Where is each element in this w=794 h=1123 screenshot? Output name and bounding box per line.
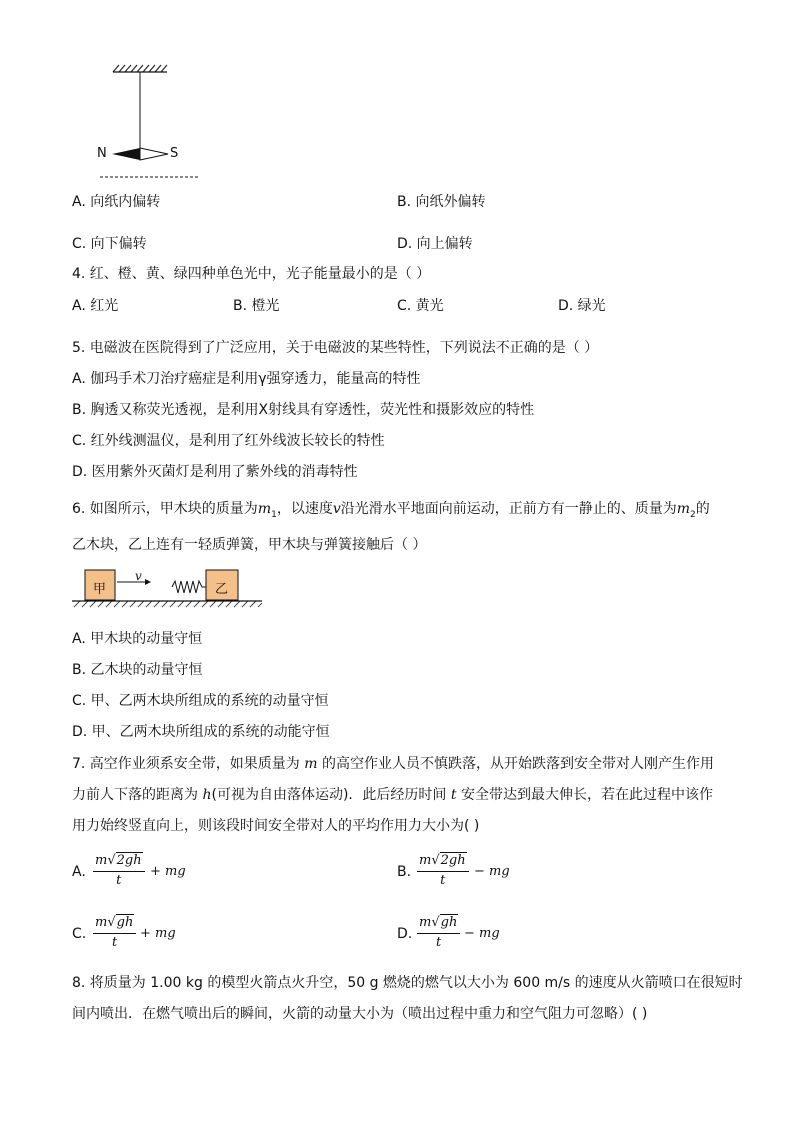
q6-option-b: B. 乙木块的动量守恒 xyxy=(72,662,203,678)
q4-option-d: D. 绿光 xyxy=(558,298,606,314)
q6-stem-line2: 乙木块，乙上连有一轻质弹簧，甲木块与弹簧接触后（ ） xyxy=(72,537,427,553)
q6-stem-line1: 6. 如图所示，甲木块的质量为$m_1$，以速度v沿光滑水平地面向前运动，正前方有一静止的、质量为$m_2$的 xyxy=(72,501,710,520)
q8-stem-line1: 8. 将质量为 1.00 kg 的模型火箭点火升空，50 g 燃烧的燃气以大小为 600 m/s 的速度从火箭喷口在很短时 xyxy=(72,975,743,991)
q4-option-b: B. 橙光 xyxy=(233,298,280,314)
q7-option-a-fraction: $\frac{m√2gh}{t}$ xyxy=(93,852,145,890)
q7-option-b-fraction: $\frac{m√2gh}{t}$ xyxy=(417,852,469,890)
velocity-label: v xyxy=(135,569,142,583)
q4-stem: 4. 红、橙、黄、绿四种单色光中，光子能量最小的是（ ） xyxy=(72,266,431,282)
q3-option-b: B. 向纸外偏转 xyxy=(397,194,486,210)
q7-stem-line3: 用力始终竖直向上，则该段时间安全带对人的平均作用力大小为( ) xyxy=(72,818,480,834)
q6-option-c: C. 甲、乙两木块所组成的系统的动量守恒 xyxy=(72,693,329,709)
q7-stem-line2: 力前人下落的距离为 h(可视为自由落体运动)．此后经历时间 t 安全带达到最大伸长，若在此过程中该作 xyxy=(72,787,713,803)
q5-option-a: A. 伽玛手术刀治疗癌症是利用γ强穿透力，能量高的特性 xyxy=(72,371,421,387)
q7-option-d-term: − mg xyxy=(464,926,500,941)
q7-option-b-term: − mg xyxy=(474,864,510,879)
block-jia-label: 甲 xyxy=(93,582,107,597)
q7-option-d-label: D. xyxy=(397,926,413,942)
q3-option-a: A. 向纸内偏转 xyxy=(72,194,161,210)
label-n: N xyxy=(97,146,107,161)
q7-option-a-label: A. xyxy=(72,864,86,880)
q5-option-b: B. 胸透又称荧光透视，是利用X射线具有穿透性，荧光性和摄影效应的特性 xyxy=(72,402,535,418)
q5-option-c: C. 红外线测温仪，是利用了红外线波长较长的特性 xyxy=(72,433,385,449)
q8-stem-line2: 间内喷出．在燃气喷出后的瞬间，火箭的动量大小为（喷出过程中重力和空气阻力可忽略）( ) xyxy=(72,1006,648,1022)
compass-needle-figure xyxy=(95,62,215,187)
q6-option-d: D. 甲、乙两木块所组成的系统的动能守恒 xyxy=(72,724,330,740)
q7-option-d-fraction: $\frac{m√gh}{t}$ xyxy=(417,914,460,952)
q4-option-c: C. 黄光 xyxy=(397,298,444,314)
q7-option-c-term: + mg xyxy=(140,926,176,941)
q4-option-a: A. 红光 xyxy=(72,298,119,314)
q7-option-a-term: + mg xyxy=(150,864,186,879)
q6-option-a: A. 甲木块的动量守恒 xyxy=(72,631,203,647)
block-yi-label: 乙 xyxy=(215,582,229,597)
label-s: S xyxy=(170,146,179,161)
q5-stem: 5. 电磁波在医院得到了广泛应用，关于电磁波的某些特性，下列说法不正确的是（ ） xyxy=(72,340,599,356)
q7-option-c-fraction: $\frac{m√gh}{t}$ xyxy=(93,914,136,952)
q7-option-b-label: B. xyxy=(397,864,412,880)
q7-option-c-label: C. xyxy=(72,926,87,942)
q3-option-c: C. 向下偏转 xyxy=(72,236,147,252)
q7-stem-line1: 7. 高空作业须系安全带，如果质量为 m 的高空作业人员不慎跌落，从开始跌落到安全带对人刚产生作用 xyxy=(72,756,714,772)
q5-option-d: D. 医用紫外灭菌灯是利用了紫外线的消毒特性 xyxy=(72,464,358,480)
q3-option-d: D. 向上偏转 xyxy=(397,236,473,252)
